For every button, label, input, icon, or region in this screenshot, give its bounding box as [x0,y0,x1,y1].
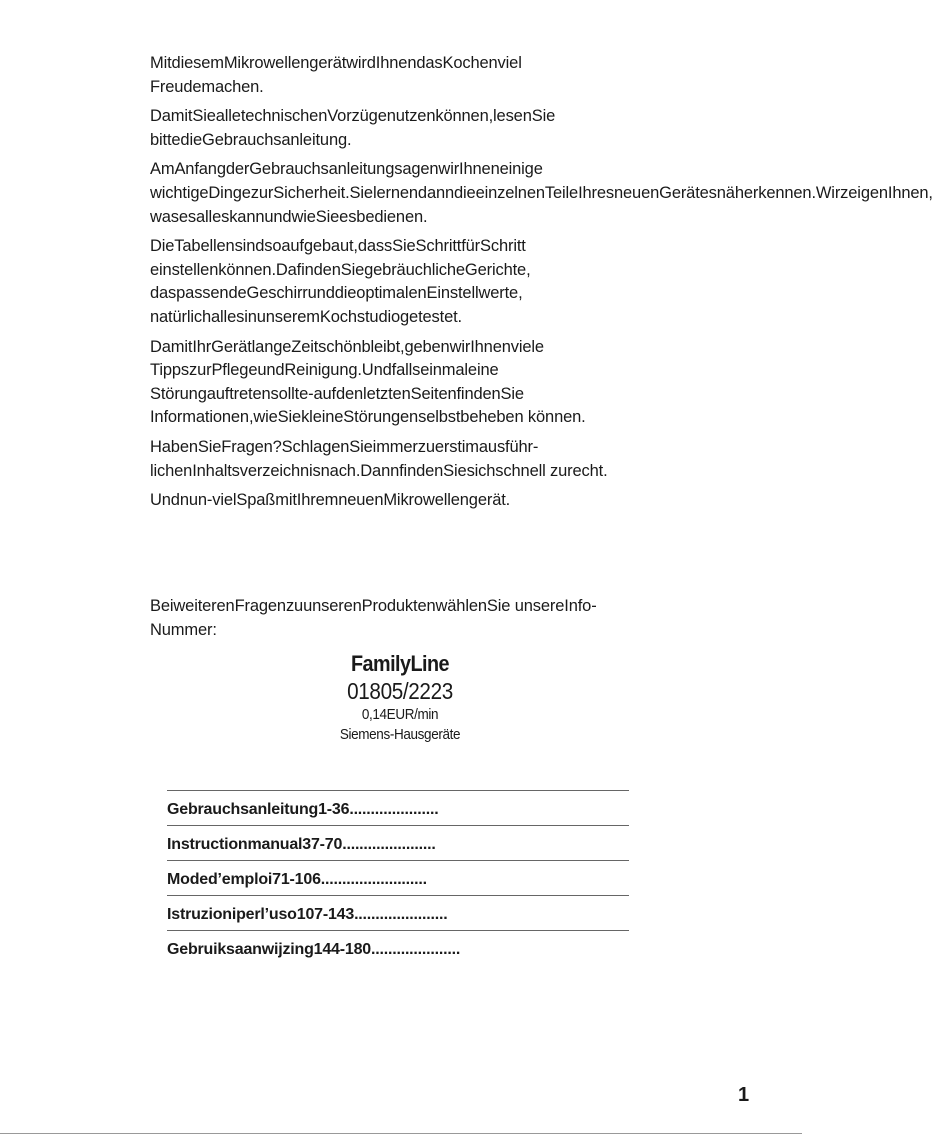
intro-paragraph: DamitIhrGerätlangeZeitschönbleibt,gebenwirIhnenviele TippszurPflegeundReinigung.Undfallseinmaleine Störungauftretensollte-aufdenletztenSeitenfindenSie Informationen,wieSiekleineStörungenselbstbeheben können. [150,337,586,427]
page-number: 1 [738,1084,750,1106]
hotline-block [310,650,490,744]
intro-paragraph: AmAnfangderGebrauchsanleitungsagenwirIhneneinige wichtigeDingezurSicherheit.SielernendanndieeinzelnenTeileIhresneuenGerätesnäherkennen.WirzeigenIhnen, wasesalleskannundwieSieesbedienen. [150,160,933,226]
hotline-company: Siemens-Hausgeräte [339,726,461,743]
intro-paragraph: DieTabellensindsoaufgebaut,dassSieSchrittfürSchritt einstellenkönnen.DafindenSiegebräuchlicheGerichte, daspassendeGeschirrunddieoptimalenEinstellwerte, natürlichallesinunseremKochstudiogetestet. [150,237,531,326]
intro-text [150,52,933,519]
hotline-price: 0,14EUR/min [361,706,439,723]
hotline-number: 01805/2223 [347,678,453,704]
intro-paragraph: DamitSiealletechnischenVorzügenutzenkönnen,lesenSie bittedieGebrauchsanleitung. [150,107,556,149]
intro-paragraph: MitdiesemMikrowellengerätwirdIhnendasKochenviel Freudemachen. [150,54,522,96]
toc-entry-french: Moded’emploi71-106......................... [167,861,629,896]
toc-entry-english: Instructionmanual37-70...................... [167,826,629,861]
toc-entry-german: Gebrauchsanleitung1-36..................... [167,791,629,826]
info-number-text: BeiweiterenFragenzuunserenProduktenwählenSie unsereInfo-Nummer: [150,597,597,639]
hotline-brand: FamilyLine [350,651,450,676]
table-of-contents [167,790,629,965]
toc-entry-dutch: Gebruiksaanwijzing144-180..................... [167,941,461,958]
page-bottom-rule [0,1133,802,1134]
intro-paragraph: HabenSieFragen?SchlagenSieimmerzuerstimausführ- lichenInhaltsverzeichnisnach.DannfindenSiesichschnell zurecht. [150,437,608,480]
intro-paragraph: Undnun-vielSpaßmitIhremneuenMikrowellengerät. [150,491,511,510]
toc-entry-italian: Istruzioniperl’uso107-143...................... [167,896,629,931]
